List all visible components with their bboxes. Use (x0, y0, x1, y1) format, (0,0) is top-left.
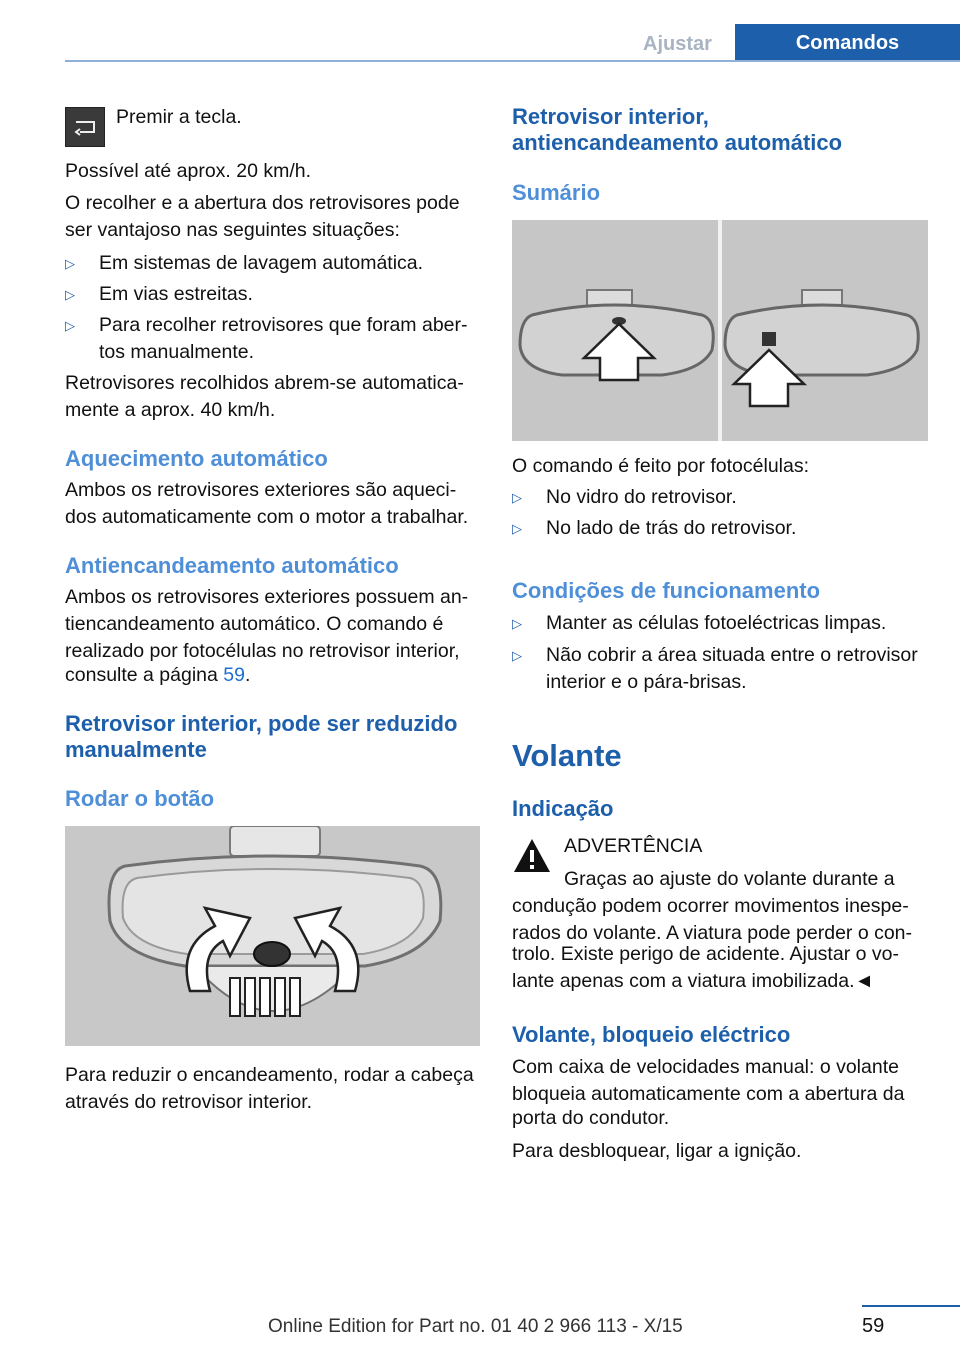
list-item: ▷ Em sistemas de lavagem automática. (65, 250, 480, 277)
tab-ajustar[interactable]: Ajustar (643, 33, 712, 55)
anti-heading: Antiencandeamento automático (65, 553, 399, 578)
triangle-right-icon: ▷ (512, 490, 522, 505)
page-link[interactable]: 59 (223, 664, 245, 686)
lock-heading: Volante, bloqueio eléctrico (512, 1022, 791, 1047)
reduce-text-1: Para reduzir o encandeamento, rodar a cabeça (65, 1064, 474, 1086)
heat-text-1: Ambos os retrovisores exteriores são aqueci- (65, 479, 457, 501)
heat-heading: Aquecimento automático (65, 446, 328, 471)
warning-text-1: Graças ao ajuste do volante durante a (564, 868, 895, 890)
rotate-knob-illustration (65, 826, 480, 1046)
triangle-right-icon: ▷ (65, 318, 75, 333)
warning-text-4: trolo. Existe perigo de acidente. Ajustar o vo- (512, 943, 899, 965)
tab-comandos[interactable]: Comandos (735, 24, 960, 62)
warning-triangle-icon (512, 836, 552, 876)
auto-mirror-heading-2: antiencandeamento automático (512, 130, 843, 155)
anti-text-4: consulte a página 59. (65, 664, 251, 686)
warning-text-3: rados do volante. A viatura pode perder o con- (512, 922, 913, 944)
unlock-text: Para desbloquear, ligar a ignição. (512, 1140, 802, 1162)
press-key-text: Premir a tecla. (116, 106, 242, 128)
indicacao-heading: Indicação (512, 796, 614, 821)
warning-text-2: condução podem ocorrer movimentos inespe- (512, 895, 909, 917)
heat-text-2: dos automaticamente com o motor a trabalhar. (65, 506, 469, 528)
header-rule (65, 60, 960, 62)
rotate-heading: Rodar o botão (65, 786, 215, 811)
triangle-right-icon: ▷ (65, 287, 75, 302)
anti-text-2: tiencandeamento automático. O comando é (65, 613, 444, 635)
anti-text-3: realizado por fotocélulas no retrovisor interior, (65, 640, 460, 662)
photocell-illustration (512, 220, 928, 441)
triangle-right-icon: ▷ (65, 256, 75, 271)
list-item: ▷ Manter as células fotoeléctricas limpas. (512, 610, 930, 637)
triangle-right-icon: ▷ (512, 648, 522, 663)
fold-text-1: O recolher e a abertura dos retrovisores pode (65, 192, 460, 214)
auto-mirror-heading-1: Retrovisor interior, (512, 104, 709, 129)
list-item: ▷ Não cobrir a área situada entre o retrovisor interior e o pára-brisas. (512, 644, 918, 693)
anti-text-1: Ambos os retrovisores exteriores possuem an- (65, 586, 469, 608)
list-item: ▷ No lado de trás do retrovisor. (512, 515, 930, 542)
lock-text-1: Com caixa de velocidades manual: o volante (512, 1056, 899, 1078)
volante-heading: Volante (512, 738, 622, 773)
triangle-right-icon: ▷ (512, 616, 522, 631)
inner-mirror-heading-1: Retrovisor interior, pode ser reduzido (65, 711, 458, 736)
reopen-text-1: Retrovisores recolhidos abrem-se automatica- (65, 372, 464, 394)
warning-title: ADVERTÊNCIA (564, 835, 703, 857)
page-number: 59 (862, 1315, 885, 1337)
warning-text-5: lante apenas com a viatura imobilizada.◄ (512, 970, 874, 992)
reopen-text-2: mente a aprox. 40 km/h. (65, 399, 276, 421)
inner-mirror-heading-2: manualmente (65, 737, 207, 762)
list-item: ▷ Em vias estreitas. (65, 281, 480, 308)
fold-text-2: ser vantajoso nas seguintes situações: (65, 219, 400, 241)
control-text: O comando é feito por fotocélulas: (512, 455, 810, 477)
reduce-text-2: através do retrovisor interior. (65, 1091, 313, 1113)
conditions-heading: Condições de funcionamento (512, 578, 821, 603)
list-item: ▷ Para recolher retrovisores que foram aber- tos manualmente. (65, 314, 468, 363)
lock-text-2: bloqueia automaticamente com a abertura da (512, 1083, 905, 1105)
lock-text-3: porta do condutor. (512, 1107, 670, 1129)
possible-text: Possível até aprox. 20 km/h. (65, 160, 312, 182)
triangle-right-icon: ▷ (512, 521, 522, 536)
edition-footer: Online Edition for Part no. 01 40 2 966 113 - X/15 (268, 1316, 683, 1337)
mirror-fold-button-icon (65, 107, 105, 147)
footer-rule (862, 1305, 960, 1307)
list-item: ▷ No vidro do retrovisor. (512, 484, 930, 511)
summary-heading: Sumário (512, 180, 601, 205)
